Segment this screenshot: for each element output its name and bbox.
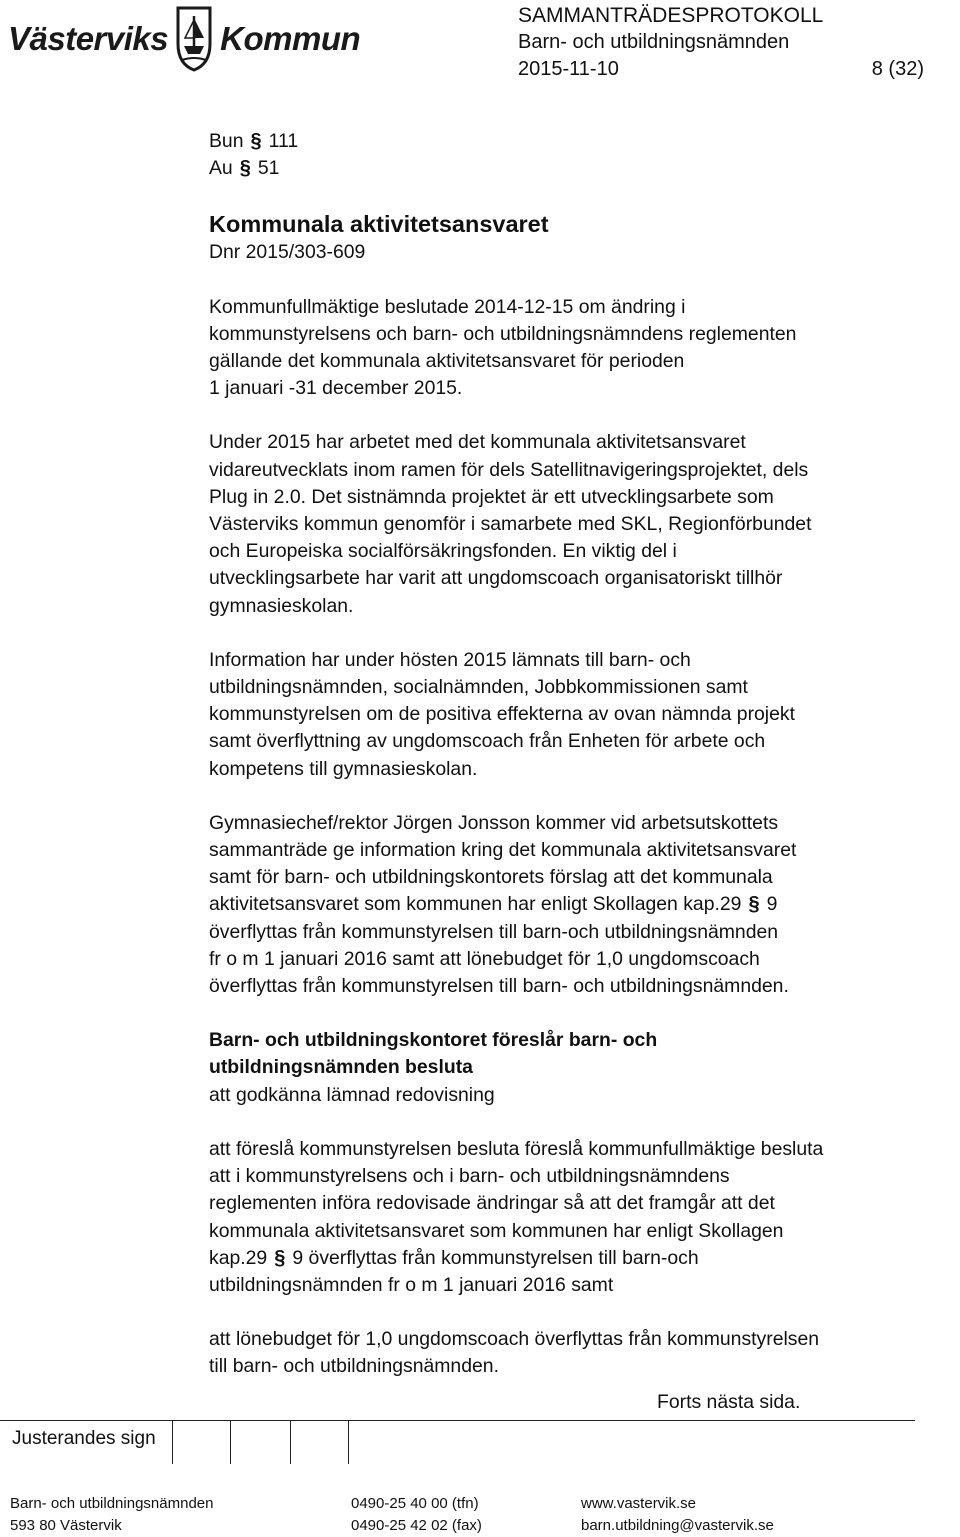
section-sign-icon: § [250, 130, 262, 152]
footer-email: barn.utbildning@vastervik.se [581, 1517, 774, 1534]
diary-number: Dnr 2015/303-609 [209, 241, 366, 264]
logo-text-vasterviks: Västerviks [8, 20, 169, 57]
signature-box-divider [290, 1420, 291, 1464]
footer-address: Barn- och utbildningsnämnden 593 80 Västervik [10, 1495, 214, 1534]
item-title: Kommunala aktivitetsansvaret [209, 211, 549, 238]
signature-rule [0, 1420, 915, 1421]
coat-of-arms-icon [174, 4, 214, 74]
signature-box-divider [172, 1420, 173, 1464]
section-sign-icon: § [274, 1246, 286, 1269]
proposal-heading: Barn- och utbildningskontoret föreslår barn- och [209, 1029, 658, 1052]
signature-box-divider [348, 1420, 349, 1464]
municipality-logo [8, 4, 360, 74]
proposal-att-3: att lönebudget för 1,0 ungdomscoach överflyttas från kommunstyrelsen till barn- och utbildningsnämnden. [209, 1328, 820, 1378]
board-name: Barn- och utbildningsnämnden [518, 31, 790, 53]
signature-label: Justerandes sign [12, 1428, 156, 1449]
bun-reference: Bun § 111 [209, 130, 299, 152]
section-sign-icon: § [748, 893, 760, 916]
footer-phone: 0490-25 40 00 (tfn) 0490-25 42 02 (fax) [351, 1495, 482, 1534]
document-header [518, 2, 924, 83]
page-number: 8 (32) [871, 58, 924, 80]
paragraph-development: Under 2015 har arbetet med det kommunala aktivitetsansvaret vidareutvecklats inom ramen för dels Satellitnavigeringsprojektet, dels Plug in 2.0. Det sistnämnda projektet är ett utvecklingsarbete som Västerviks kommun genomför i samarbete med SKL, Regionförbundet och Europeiska socialförsäkringsfonden. En viktig del i utvecklingsarbete har varit att ungdomscoach organisatoriskt tillhör gymnasieskolan. [209, 431, 812, 617]
signature-box-divider [230, 1420, 231, 1464]
proposal-att-2: att föreslå kommunstyrelsen besluta föreslå kommunfullmäktige besluta att i kommunstyrelsens och i barn- och utbildningsnämndens reglementen införa redovisade ändringar så att det framgår att det kommunala aktivitetsansvaret som kommunen har enligt Skollagen kap.29 § 9 överflyttas från kommunstyrelsen till barn-och utbildningsnämnden fr o m 1 januari 2016 samt [209, 1137, 824, 1296]
proposal-att-1: att godkänna lämnad redovisning [209, 1083, 495, 1106]
section-sign-icon: § [239, 157, 251, 180]
proposal-section [209, 1027, 960, 1380]
logo-text-kommun: Kommun [220, 20, 361, 57]
au-reference: Au § 51 [209, 157, 280, 180]
footer-contact [581, 1493, 774, 1537]
main-content [209, 128, 960, 1381]
signature-bar [0, 1420, 960, 1464]
continued-note: Forts nästa sida. [657, 1391, 801, 1413]
proposal-heading-cont: utbildningsnämnden besluta [209, 1056, 473, 1079]
paragraph-gymnasiechef: Gymnasiechef/rektor Jörgen Jonsson kommer vid arbetsutskottets sammanträde ge information kring det kommunala aktivitetsansvaret samt för barn- och utbildningskontorets förslag att det kommunala aktivitetsansvaret som kommunen har enligt Skollagen kap.29 § 9 överflyttas från kommunstyrelsen till barn-och utbildningsnämnden fr o m 1 januari 2016 samt att lönebudget för 1,0 ungdomscoach överflyttas från kommunstyrelsen till barn- och utbildningsnämnden. [209, 811, 797, 998]
meeting-date: 2015-11-10 [518, 58, 619, 80]
footer-website: www.vastervik.se [581, 1495, 697, 1512]
paragraph-background: Kommunfullmäktige beslutade 2014-12-15 om ändring i kommunstyrelsens och barn- och utbildningsnämndens reglementen gällande det kommunala aktivitetsansvaret för perioden 1 januari -31 december 2015. [209, 295, 797, 400]
document-type: SAMMANTRÄDESPROTOKOLL [518, 4, 824, 27]
paragraph-information: Information har under hösten 2015 lämnats till barn- och utbildningsnämnden, socialnämnden, Jobbkommissionen samt kommunstyrelsen om de positiva effekterna av ovan nämnda projekt samt överflyttning av ungdomscoach från Enheten för arbete och kompetens till gymnasieskolan. [209, 648, 795, 780]
